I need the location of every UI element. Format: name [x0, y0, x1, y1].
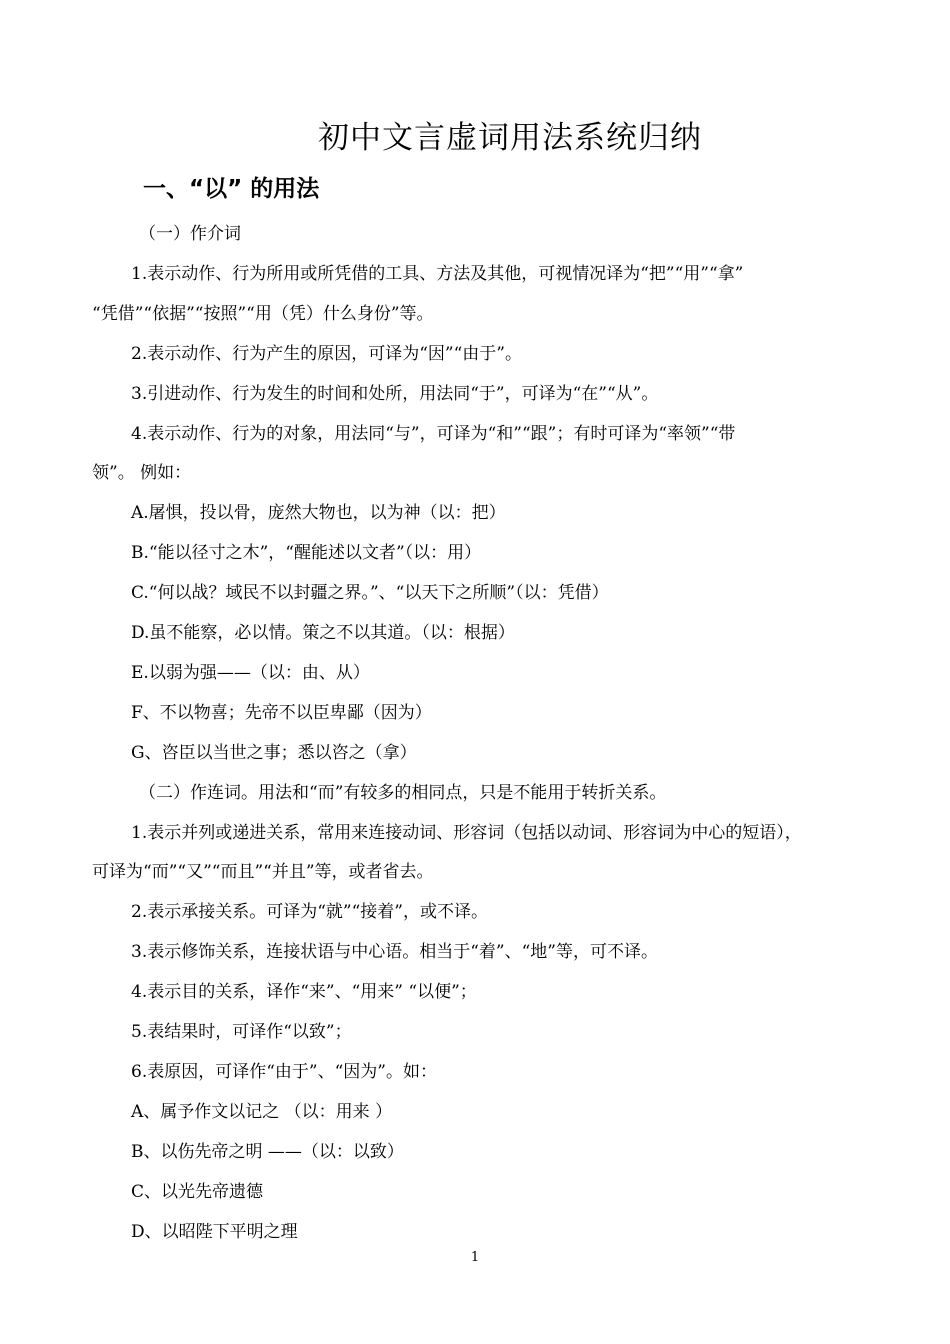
paragraph-line: 4.表示目的关系，译作“来”、“用来” “以便”； — [131, 982, 477, 1002]
paragraph-line: 6.表原因，可译作“由于”、“因为”。如： — [131, 1062, 437, 1082]
example-line: C.“何以战？域民不以封疆之界。”、“以天下之所顺”（以：凭借） — [131, 583, 609, 603]
example-line: E.以弱为强——（以：由、从） — [131, 663, 370, 683]
document-title: 初中文言虚词用法系统归纳 — [318, 120, 702, 156]
example-line: B、以伤先帝之明 ——（以：以致） — [131, 1142, 404, 1162]
example-line: F、不以物喜；先帝不以臣卑鄙（因为） — [131, 703, 432, 723]
example-line: G、咨臣以当世之事；悉以咨之（拿） — [131, 743, 417, 763]
example-line: D、以昭陛下平明之理 — [131, 1222, 298, 1242]
example-line: D.虽不能察，必以情。策之不以其道。（以：根据） — [131, 623, 515, 643]
subsection-heading: （一）作介词 — [139, 224, 241, 244]
paragraph-line: 4.表示动作、行为的对象，用法同“与”，可译为“和”“跟”；有时可译为“率领”“带 — [131, 424, 736, 444]
subsection-heading: （二）作连词。用法和“而”有较多的相同点，只是不能用于转折关系。 — [139, 783, 667, 803]
paragraph-line: 3.引进动作、行为发生的时间和处所，用法同“于”，可译为“在”“从”。 — [131, 384, 659, 404]
example-line: C、以光先帝遗德 — [131, 1182, 264, 1202]
paragraph-line: “凭借”“依据”“按照”“用（凭）什么身份”等。 — [92, 304, 434, 324]
section-heading: 一、“以” 的用法 — [143, 176, 320, 202]
paragraph-line: 可译为“而”“又”“而且”“并且”等，或者省去。 — [92, 862, 434, 882]
paragraph-line: 1.表示并列或递进关系，常用来连接动词、形容词（包括以动词、形容词为中心的短语）， — [131, 823, 802, 843]
paragraph-line: 3.表示修饰关系，连接状语与中心语。相当于“着”、“地”等，可不译。 — [131, 942, 658, 962]
page-number: 1 — [470, 1250, 480, 1265]
example-line: B.“能以径寸之木”，“醒能述以文者”（以：用） — [131, 543, 482, 563]
paragraph-line: 1.表示动作、行为所用或所凭借的工具、方法及其他，可视情况译为“把”“用”“拿” — [131, 264, 744, 284]
paragraph-line: 领”。 例如： — [92, 463, 192, 483]
paragraph-line: 2.表示动作、行为产生的原因，可译为“因”“由于”。 — [131, 344, 522, 364]
paragraph-line: 2.表示承接关系。可译为“就”“接着”，或不译。 — [131, 902, 488, 922]
paragraph-line: 5.表结果时，可译作“以致”； — [131, 1022, 352, 1042]
example-line: A.屠惧，投以骨，庞然大物也，以为神（以：把） — [131, 503, 506, 523]
example-line: A、属予作文以记之 （以：用来 ） — [131, 1102, 393, 1122]
